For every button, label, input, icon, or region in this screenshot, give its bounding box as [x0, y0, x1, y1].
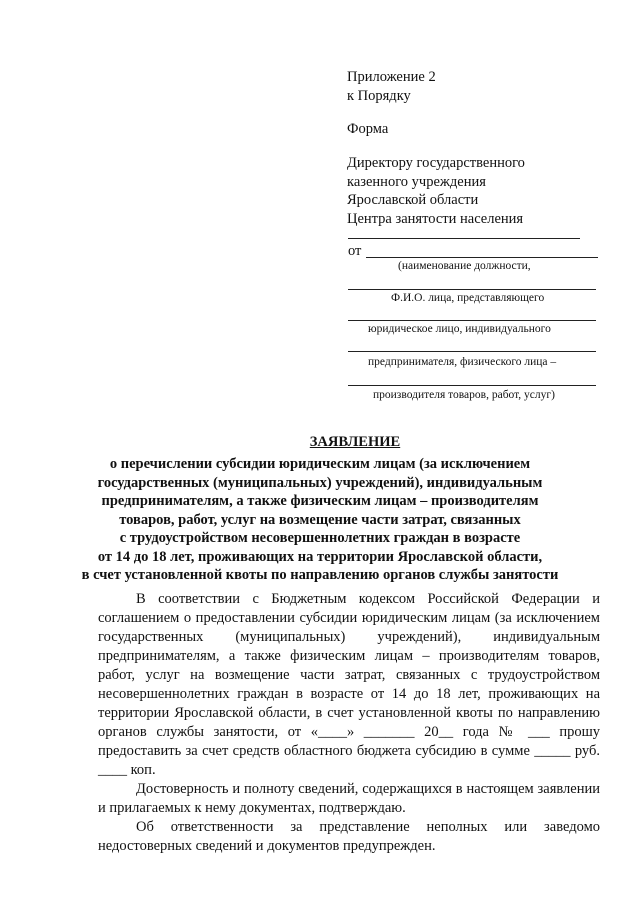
subtitle-line: в счет установленной квоты по направлению органов службы занятости [81, 567, 559, 583]
addressee-line: Центра занятости населения [347, 210, 524, 227]
subtitle-line: государственных (муниципальных) учреждений), индивидуальным [97, 474, 543, 491]
addressee-block [347, 154, 525, 228]
addressee-line: Ярославской области [347, 192, 479, 208]
subtitle-line: о перечислении субсидии юридическим лицам (за исключением [109, 456, 531, 472]
from-label: от [348, 243, 362, 259]
subtitle-line: предпринимателям, а также физическим лицам – производителям [101, 493, 539, 509]
applicant-blank-line[interactable] [348, 320, 596, 321]
liability-paragraph: Об ответственности за представление неполных или заведомо недостоверных сведений и документов предупрежден. [98, 819, 600, 854]
document-title: ЗАЯВЛЕНИЕ [309, 434, 401, 450]
addressee-blank-line[interactable] [348, 238, 580, 239]
applicant-blank-line[interactable] [348, 351, 596, 352]
applicant-caption: Ф.И.О. лица, представляющего [391, 292, 545, 304]
addressee-line: Директору государственного [347, 155, 525, 171]
form-label: Форма [347, 121, 389, 137]
subtitle-line: от 14 до 18 лет, проживающих на территории Ярославской области, [97, 548, 543, 565]
from-blank-line[interactable] [366, 257, 598, 258]
appendix-number: Приложение 2 [347, 69, 436, 85]
subtitle-line: товаров, работ, услуг на возмещение части затрат, связанных [119, 511, 521, 528]
accuracy-paragraph: Достоверность и полноту сведений, содержащихся в настоящем заявлении и прилагаемых к нему документах, подтверждаю. [98, 781, 600, 816]
document-body [98, 590, 600, 856]
appendix-order: к Порядку [347, 88, 411, 104]
applicant-caption: предпринимателя, физического лица – [368, 356, 557, 368]
applicant-caption: производителя товаров, работ, услуг) [373, 389, 555, 401]
applicant-caption: (наименование должности, [398, 260, 531, 272]
appendix-reference [347, 68, 436, 106]
applicant-blank-line[interactable] [348, 289, 596, 290]
applicant-caption: юридическое лицо, индивидуального [368, 323, 551, 335]
subtitle-line: с трудоустройством несовершеннолетних граждан в возрасте [119, 530, 521, 546]
applicant-blank-line[interactable] [348, 385, 596, 386]
document-subtitle [40, 455, 600, 585]
addressee-line: казенного учреждения [347, 173, 486, 190]
request-paragraph: В соответствии с Бюджетным кодексом Российской Федерации и соглашением о предоставлении субсидии юридическим лицам (за исключением государственных (муниципальных) учреждений), индивидуальным предпринимателям, а также физическим лицам – производителям товаров, работ, услуг на возмещение части затрат, связанных с трудоустройством несовершеннолетних граждан в возрасте от 14 до 18 лет, проживающих на территории Ярославской области, в счет установленной квоты по направлению органов службы занятости, от «____» _______ 20__ года № ___ прошу предоставить за счет средств областного бюджета субсидию в сумме _____ руб. ____ коп. [98, 591, 600, 778]
